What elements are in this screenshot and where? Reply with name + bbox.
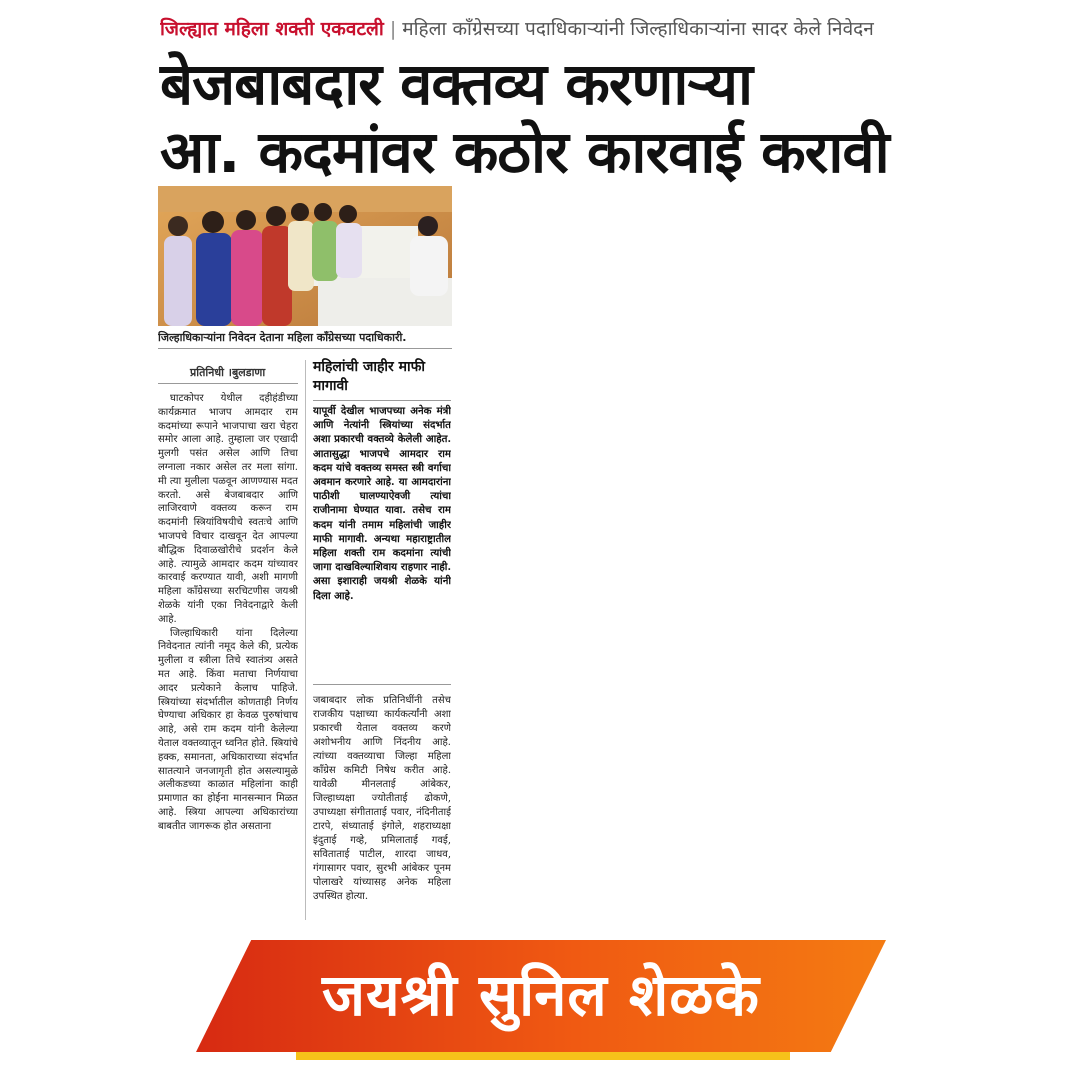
- article-paragraph: घाटकोपर येथील दहीहंडीच्या कार्यक्रमात भाजप आमदार राम कदमांच्या रूपाने भाजपाचा खरा चेहरा समोर आला आहे. तुम्हाला जर एखादी मुलगी पसंत असेल आणि तिचा लग्नाला नकार असेल तर मला सांगा. मी त्या मुलीला पळवून आणण्यास मदत करतो. असे बेजबाबदार आणि लाजिरवाणे वक्तव्य करून राम कदमांनी स्त्रियांविषयीचे स्वतःचे आणि भाजपचे विचार दाखवून देत आपल्या बौद्धिक दिवाळखोरीचे प्रदर्शन केले आहे. त्यामुळे आमदार कदम यांच्यावर कारवाई करण्यात यावी, अशी मागणी महिला काँग्रेसच्या सरचिटणीस जयश्री शेळके यांनी एका निवेदनाद्वारे केली आहे.: [158, 393, 298, 625]
- article-column-2: यापूर्वी देखील भाजपच्या अनेक मंत्री आणि नेत्यांनी स्त्रियांच्या संदर्भात अशा प्रकारची वक्तव्ये केलेली आहेत. आतासुद्धा भाजपचे आमदार राम कदम यांचे वक्तव्य समस्त स्त्री वर्गाचा अवमान करणारे आहे. या आमदारांना पाठीशी घालण्याऐवजी त्यांचा राजीनामा घेण्यात यावा. तसेच राम कदम यांनी तमाम महिलांची जाहीर माफी मागावी. अन्यथा महाराष्ट्रातील महिला शक्ती राम कदमांना त्यांची जागा दाखविल्याशिवाय राहणार नाही. असा इशाराही जयश्री शेळके यांनी दिला आहे.: [313, 405, 451, 602]
- dateline: प्रतिनिधी ।बुलडाणा: [190, 366, 266, 379]
- news-photo-illustration: [158, 186, 452, 326]
- kicker-grey: महिला काँग्रेसच्या पदाधिकाऱ्यांनी जिल्हाधिकाऱ्यांना सादर केले निवेदन: [402, 18, 874, 40]
- kicker-red: जिल्ह्यात महिला शक्ती एकवटली: [160, 18, 384, 40]
- column-divider: [305, 360, 306, 920]
- caption-rule: [158, 348, 452, 349]
- kicker-line: [160, 14, 920, 44]
- kicker-separator: |: [389, 18, 397, 40]
- article-column-1: [158, 392, 298, 920]
- banner-name: जयश्री सुनिल शेळके: [322, 961, 760, 1029]
- article-paragraph: जिल्हाधिकारी यांना दिलेल्या निवेदनात त्यांनी नमूद केले की, प्रत्येक मुलीला व स्त्रीला तिचे स्वातंत्र्य असते मत आहे. किंवा मताचा निर्णयाचा आदर प्रत्येकाने केलाच पाहिजे. स्त्रियांच्या संदर्भातील कोणताही निर्णय घेण्याचा अधिकार हा केवळ पुरुषांचाच आहे, असे राम कदम यांनी केलेल्या येताल वक्तव्यातून ध्वनित होते. स्त्रियांचे हक्क, समानता, अधिकाराच्या संदर्भात सातत्याने जनजागृती होत असल्यामुळे अलीकडच्या काळात महिलांना काही प्रमाणात का होईना मानसन्मान मिळत आहे. स्त्रिया आपल्या अधिकारांच्या बाबतीत जागरूक होत असताना: [158, 627, 298, 832]
- photo-caption: जिल्हाधिकाऱ्यांना निवेदन देताना महिला काँग्रेसच्या पदाधिकारी.: [158, 331, 407, 344]
- news-photo: [158, 186, 452, 326]
- article-column-3: जबाबदार लोक प्रतिनिधींनी तसेच राजकीय पक्षाच्या कार्यकर्त्यांनी अशा प्रकारची येताल वक्तव्य करणे अशोभनीय आणि निंदनीय आहे. त्यांच्या वक्तव्याचा जिल्हा महिला काँग्रेस कमिटी निषेध करीत आहे. यावेळी मीनलताई आंबेकर, जिल्हाध्यक्षा ज्योतीताई ढोकणे, उपाध्यक्षा संगीताताई पवार, नंदिनीताई टारपे, संध्याताई इंगोले, शहराध्यक्षा इंदुताई गव्हे, प्रमिलाताई गवई, सविताताई पाटील, शारदा जाधव, गंगासागर पवार, सुरभी आंबेकर पूनम पोलाखरे यांच्यासह अनेक महिला उपस्थित होत्या.: [313, 695, 451, 902]
- subheading-rule: [313, 400, 451, 401]
- headline-line-2: आ. कदमांवर कठोर कारवाई करावी: [160, 118, 889, 186]
- dateline-rule: [158, 383, 298, 384]
- banner-stripe: [296, 1052, 790, 1060]
- subheading: महिलांची जाहीर माफी मागावी: [313, 359, 426, 394]
- column-2-end-rule: [313, 684, 451, 685]
- headline-line-1: बेजबाबदार वक्तव्य करणाऱ्या: [160, 50, 753, 118]
